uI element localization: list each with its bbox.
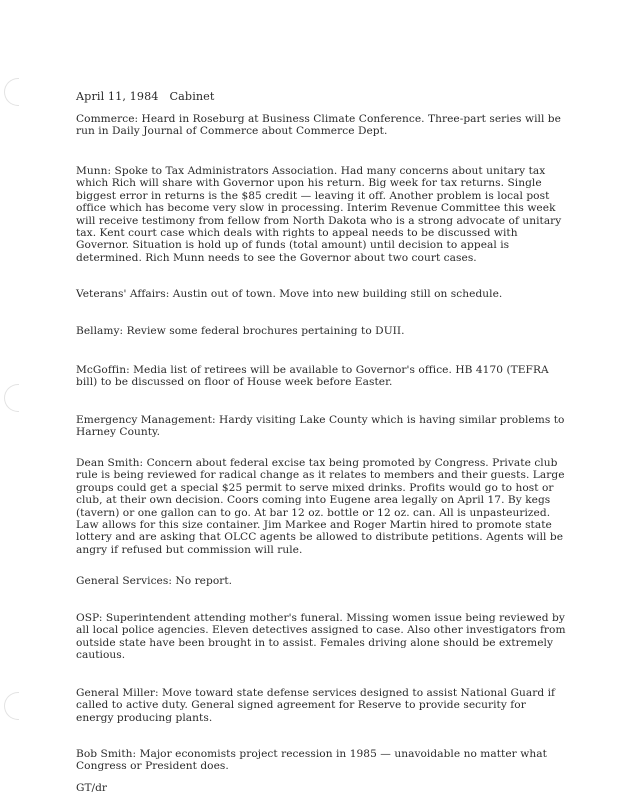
meeting-title: Cabinet [169, 90, 215, 103]
entry-osp: OSP: Superintendent attending mother's funeral. Missing women issue being reviewed by all local police agencies. Eleven detectives assigned to case. Also other investigators from outside state have been brought in to assist. Females driving alone should be extremely cautious. [76, 612, 566, 662]
entry-mcgoffin: McGoffin: Media list of retirees will be available to Governor's office. HB 4170 (TEFRA bill) to be discussed on floor of House week before Easter. [76, 364, 549, 389]
punch-hole-mark [4, 78, 19, 106]
punch-hole-mark [4, 692, 19, 720]
entry-general-services: General Services: No report. [76, 575, 233, 587]
entry-emergency-management: Emergency Management: Hardy visiting Lake County which is having similar problems to Harney County. [76, 414, 565, 439]
entry-veterans-affairs: Veterans' Affairs: Austin out of town. Move into new building still on schedule. [76, 288, 503, 300]
date-heading [76, 90, 215, 103]
entry-munn: Munn: Spoke to Tax Administrators Association. Had many concerns about unitary tax which Rich will share with Governor upon his return. Big week for tax returns. Single biggest error in returns is the $85 credit — leaving it off. Another problem is local post office which has become very slow in processing. Interim Revenue Committee this week will receive testimony from fellow from North Dakota who is a strong advocate of unitary tax. Kent court case which deals with rights to appeal needs to be discussed with Governor. Situation is hold up of funds (total amount) until decision to appeal is determined. Rich Munn needs to see the Governor about two court cases. [76, 165, 562, 264]
meeting-date: April 11, 1984 [76, 90, 159, 103]
entry-bob-smith: Bob Smith: Major economists project recession in 1985 — unavoidable no matter what Congress or President does. [76, 748, 547, 773]
entry-commerce: Commerce: Heard in Roseburg at Business Climate Conference. Three-part series will be run in Daily Journal of Commerce about Commerce Dept. [76, 113, 561, 138]
entry-bellamy: Bellamy: Review some federal brochures pertaining to DUII. [76, 325, 405, 337]
entry-dean-smith: Dean Smith: Concern about federal excise tax being promoted by Congress. Private club rule is being reviewed for radical change as it relates to members and their guests. Large groups could get a special $25 permit to serve mixed drinks. Profits would go to host or club, at their own decision. Coors coming into Eugene area legally on April 17. By kegs (tavern) or one gallon can to go. At bar 12 oz. bottle or 12 oz. can. All is unpasteurized. Law allows for this size container. Jim Markee and Roger Martin hired to promote state lottery and are asking that OLCC agents be allowed to distribute petitions. Agents will be angry if refused but commission will rule. [76, 457, 565, 556]
entry-general-miller: General Miller: Move toward state defense services designed to assist National Guard if called to active duty. General signed agreement for Reserve to provide security for energy producing plants. [76, 687, 556, 724]
typist-initials: GT/dr [76, 782, 107, 794]
punch-hole-mark [4, 384, 19, 412]
